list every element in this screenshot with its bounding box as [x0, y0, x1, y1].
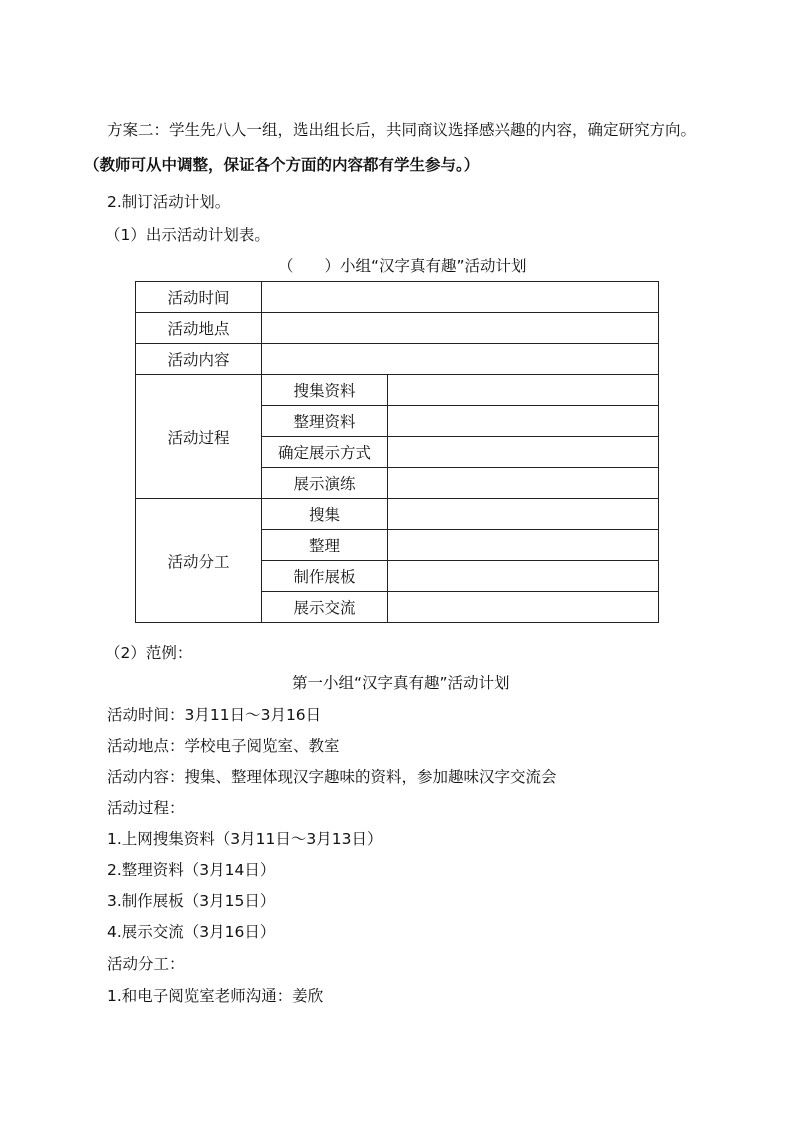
- process-item: 展示演练: [262, 468, 388, 499]
- list-item: 1.上网搜集资料（3月11日～3月13日）: [107, 830, 383, 848]
- cell-time-value: [262, 282, 659, 313]
- cell-empty: [388, 499, 659, 530]
- cell-empty: [388, 406, 659, 437]
- cell-place-value: [262, 313, 659, 344]
- division-item: 搜集: [262, 499, 388, 530]
- activity-plan-table: [135, 281, 659, 623]
- example-content: 活动内容：搜集、整理体现汉字趣味的资料，参加趣味汉字交流会: [107, 768, 557, 786]
- paragraph-plan-two: 方案二：学生先八人一组，选出组长后，共同商议选择感兴趣的内容，确定研究方向。: [107, 121, 697, 139]
- division-item: 制作展板: [262, 561, 388, 592]
- division-item: 展示交流: [262, 592, 388, 623]
- sub-show-table: （1）出示活动计划表。: [105, 226, 270, 244]
- process-item: 整理资料: [262, 406, 388, 437]
- process-item: 搜集资料: [262, 375, 388, 406]
- label-process: 活动过程: [136, 375, 262, 499]
- sub-example: （2）范例：: [105, 644, 193, 662]
- list-item: 4.展示交流（3月16日）: [107, 923, 276, 941]
- process-item: 确定展示方式: [262, 437, 388, 468]
- label-content: 活动内容: [136, 344, 262, 375]
- cell-empty: [388, 592, 659, 623]
- table-row: [136, 282, 659, 313]
- step-make-plan: 2.制订活动计划。: [107, 193, 231, 211]
- list-item: 2.整理资料（3月14日）: [107, 861, 276, 879]
- cell-content-value: [262, 344, 659, 375]
- example-time: 活动时间：3月11日～3月16日: [107, 706, 322, 724]
- table-row: [136, 313, 659, 344]
- list-item: 1.和电子阅览室老师沟通：姜欣: [107, 987, 324, 1005]
- table-row: [136, 499, 659, 530]
- label-division: 活动分工: [136, 499, 262, 623]
- example-process-label: 活动过程：: [107, 799, 185, 817]
- cell-empty: [388, 375, 659, 406]
- label-place: 活动地点: [136, 313, 262, 344]
- paragraph-teacher-note: （教师可从中调整，保证各个方面的内容都有学生参与。）: [84, 156, 480, 174]
- cell-empty: [388, 437, 659, 468]
- table-row: [136, 375, 659, 406]
- example-division-label: 活动分工：: [107, 955, 185, 973]
- table-row: [136, 344, 659, 375]
- cell-empty: [388, 530, 659, 561]
- list-item: 3.制作展板（3月15日）: [107, 892, 276, 910]
- label-time: 活动时间: [136, 282, 262, 313]
- example-title: 第一小组“汉字真有趣”活动计划: [292, 674, 510, 692]
- cell-empty: [388, 561, 659, 592]
- example-place: 活动地点：学校电子阅览室、教室: [107, 737, 340, 755]
- table-title: （ ）小组“汉字真有趣”活动计划: [278, 257, 527, 275]
- cell-empty: [388, 468, 659, 499]
- division-item: 整理: [262, 530, 388, 561]
